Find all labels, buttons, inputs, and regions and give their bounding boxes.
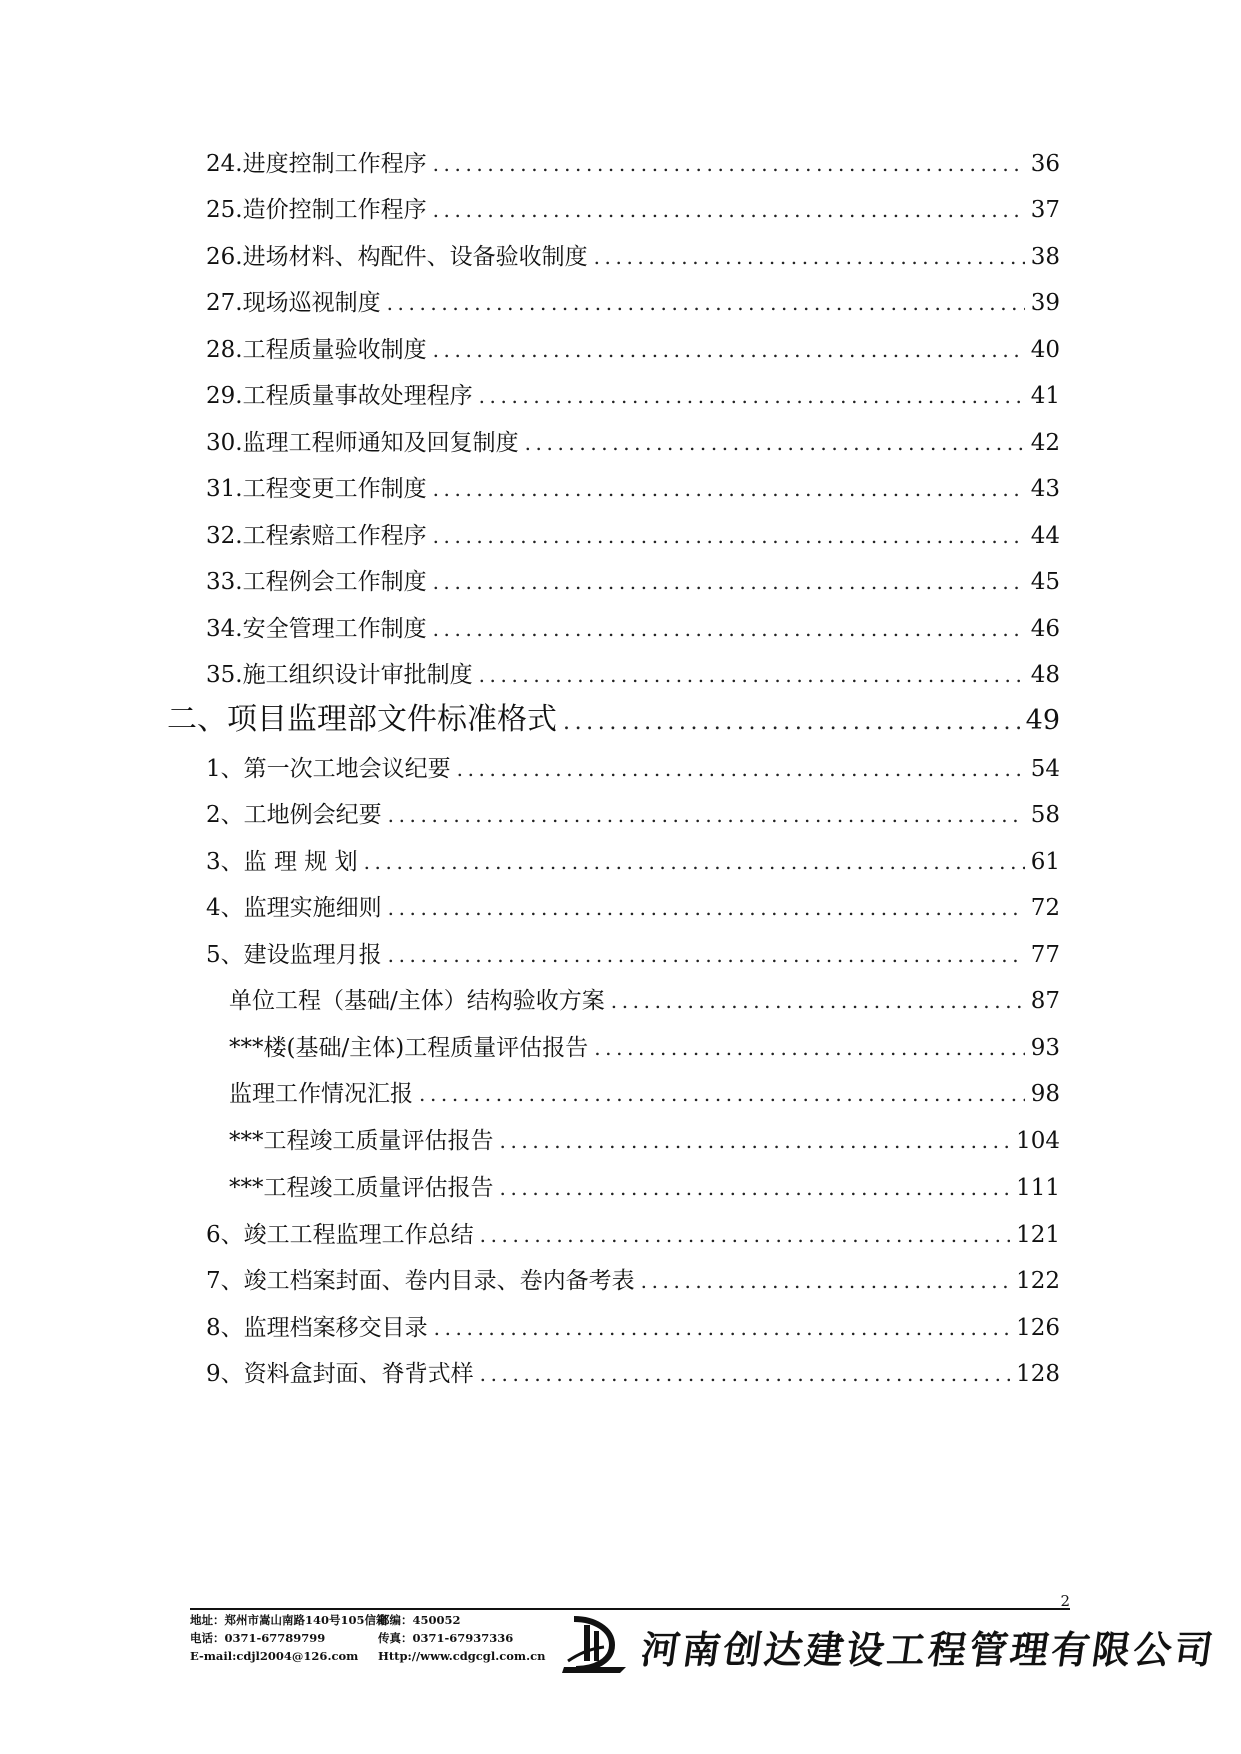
toc-entry[interactable]: [206, 655, 1060, 695]
toc-subentry[interactable]: [229, 1028, 1060, 1068]
leader-dots: [611, 981, 1025, 1021]
toc-entry[interactable]: [206, 795, 1060, 835]
leader-dots: [500, 1121, 1011, 1161]
toc-entry-label: 4、监理实施细则: [206, 895, 382, 921]
toc-entry-label: 单位工程（基础/主体）结构验收方案: [229, 988, 605, 1014]
toc-entry-label: 35.施工组织设计审批制度: [206, 662, 473, 688]
toc-entry-label: 二、项目监理部文件标准格式: [167, 702, 557, 737]
leader-dots: [388, 888, 1025, 928]
toc-entry[interactable]: [206, 237, 1060, 277]
fax-text: 传真：0371-67937336: [378, 1631, 514, 1645]
toc-entry-page: 87: [1030, 988, 1060, 1014]
toc-entry-page: 122: [1016, 1268, 1060, 1294]
leader-dots: [388, 935, 1025, 975]
toc-entry-page: 49: [1025, 705, 1060, 736]
address-text: 地址：郑州市嵩山南路140号105信箱: [190, 1613, 388, 1627]
toc-entry-label: 33.工程例会工作制度: [206, 569, 427, 595]
toc-entry-label: 2、工地例会纪要: [206, 802, 382, 828]
leader-dots: [457, 749, 1025, 789]
toc-entry-label: 24.进度控制工作程序: [206, 151, 427, 177]
toc-entry-label: 30.监理工程师通知及回复制度: [206, 430, 519, 456]
leader-dots: [433, 469, 1025, 509]
toc-entry-label: 28.工程质量验收制度: [206, 337, 427, 363]
leader-dots: [594, 237, 1025, 277]
toc-entry-page: 46: [1030, 616, 1060, 642]
leader-dots: [479, 376, 1025, 416]
toc-entry-page: 77: [1030, 942, 1060, 968]
toc-entry-label: 25.造价控制工作程序: [206, 197, 427, 223]
toc-entry-label: 3、监 理 规 划: [206, 849, 358, 875]
toc-entry-label: ***工程竣工质量评估报告: [229, 1175, 494, 1201]
leader-dots: [364, 842, 1025, 882]
toc-entry-page: 36: [1030, 151, 1060, 177]
leader-dots: [433, 330, 1025, 370]
toc-entry-page: 48: [1030, 662, 1060, 688]
page-footer: [190, 1592, 1219, 1683]
toc-entry[interactable]: [206, 190, 1060, 230]
leader-dots: [480, 1354, 1010, 1394]
toc-entry[interactable]: [206, 609, 1060, 649]
toc-entry-page: 42: [1030, 430, 1060, 456]
toc-entry[interactable]: [206, 376, 1060, 416]
leader-dots: [419, 1074, 1025, 1114]
toc-section-heading[interactable]: [167, 700, 1060, 740]
toc-entry-page: 126: [1016, 1315, 1060, 1341]
phone-text: 电话：0371-67789799: [190, 1631, 326, 1645]
toc-entry-label: 1、第一次工地会议纪要: [206, 756, 451, 782]
toc-entry-page: 54: [1030, 756, 1060, 782]
toc-entry-page: 38: [1030, 244, 1060, 270]
leader-dots: [480, 1215, 1010, 1255]
toc-entry[interactable]: [206, 888, 1060, 928]
toc-entry[interactable]: [206, 1308, 1060, 1348]
leader-dots: [500, 1168, 1011, 1208]
postcode-text: 邮编：450052: [378, 1613, 461, 1627]
toc-entry-label: ***楼(基础/主体)工程质量评估报告: [229, 1035, 589, 1061]
toc-entry[interactable]: [206, 144, 1060, 184]
leader-dots: [433, 144, 1025, 184]
toc-entry-label: 6、竣工工程监理工作总结: [206, 1222, 474, 1248]
leader-dots: [563, 703, 1020, 743]
toc-subentry[interactable]: [229, 1074, 1060, 1114]
toc-subentry[interactable]: [229, 1168, 1060, 1208]
toc-entry[interactable]: [206, 469, 1060, 509]
leader-dots: [479, 655, 1025, 695]
toc-entry[interactable]: [206, 423, 1060, 463]
toc-entry-page: 58: [1030, 802, 1060, 828]
toc-entry[interactable]: [206, 516, 1060, 556]
toc-entry[interactable]: [206, 1261, 1060, 1301]
toc-entry-label: 32.工程索赔工作程序: [206, 523, 427, 549]
toc-entry-page: 72: [1030, 895, 1060, 921]
toc-entry[interactable]: [206, 842, 1060, 882]
toc-entry-page: 93: [1030, 1035, 1060, 1061]
leader-dots: [433, 609, 1025, 649]
page-number: 2: [1060, 1592, 1070, 1610]
toc-entry[interactable]: [206, 330, 1060, 370]
toc-entry[interactable]: [206, 1215, 1060, 1255]
toc-entry-label: 9、资料盒封面、脊背式样: [206, 1361, 474, 1387]
toc-entry-label: 8、监理档案移交目录: [206, 1315, 428, 1341]
company-logo-icon: [560, 1613, 630, 1675]
toc-entry-page: 45: [1030, 569, 1060, 595]
toc-entry-page: 61: [1030, 849, 1060, 875]
toc-entry-label: 7、竣工档案封面、卷内目录、卷内备考表: [206, 1268, 635, 1294]
footer-rule: [190, 1608, 1070, 1610]
toc-entry-label: 监理工作情况汇报: [229, 1081, 413, 1107]
toc-entry-label: 5、建设监理月报: [206, 942, 382, 968]
toc-entry-page: 121: [1016, 1222, 1060, 1248]
toc-entry-label: 26.进场材料、构配件、设备验收制度: [206, 244, 588, 270]
toc-entry-page: 44: [1030, 523, 1060, 549]
leader-dots: [433, 562, 1025, 602]
toc-entry[interactable]: [206, 1354, 1060, 1394]
leader-dots: [525, 423, 1025, 463]
toc-entry-page: 111: [1016, 1175, 1060, 1201]
leader-dots: [433, 516, 1025, 556]
toc-entry-page: 37: [1030, 197, 1060, 223]
leader-dots: [594, 1028, 1025, 1068]
email-text: E-mail:cdjl2004@126.com: [190, 1649, 359, 1663]
toc-entry-page: 40: [1030, 337, 1060, 363]
toc-entry[interactable]: [206, 562, 1060, 602]
toc-entry-page: 128: [1016, 1361, 1060, 1387]
leader-dots: [434, 1308, 1010, 1348]
leader-dots: [387, 283, 1025, 323]
toc-entry[interactable]: [206, 935, 1060, 975]
toc-subentry[interactable]: [229, 1121, 1060, 1161]
toc-entry-page: 41: [1030, 383, 1060, 409]
toc-entry-page: 39: [1030, 290, 1060, 316]
leader-dots: [641, 1261, 1010, 1301]
toc-entry[interactable]: [206, 283, 1060, 323]
toc-entry[interactable]: [206, 749, 1060, 789]
company-name: 河南创达建设工程管理有限公司: [638, 1628, 1219, 1672]
toc-entry-page: 98: [1030, 1081, 1060, 1107]
leader-dots: [388, 795, 1025, 835]
toc-entry-label: 29.工程质量事故处理程序: [206, 383, 473, 409]
toc-entry-label: ***工程竣工质量评估报告: [229, 1128, 494, 1154]
toc-entry-label: 34.安全管理工作制度: [206, 616, 427, 642]
toc-entry-page: 43: [1030, 476, 1060, 502]
leader-dots: [433, 190, 1025, 230]
toc-entry-label: 27.现场巡视制度: [206, 290, 381, 316]
toc-subentry[interactable]: [229, 981, 1060, 1021]
contact-info: [190, 1611, 546, 1665]
toc-entry-label: 31.工程变更工作制度: [206, 476, 427, 502]
website-text: Http://www.cdgcgl.com.cn: [378, 1649, 546, 1663]
toc-entry-page: 104: [1016, 1128, 1060, 1154]
